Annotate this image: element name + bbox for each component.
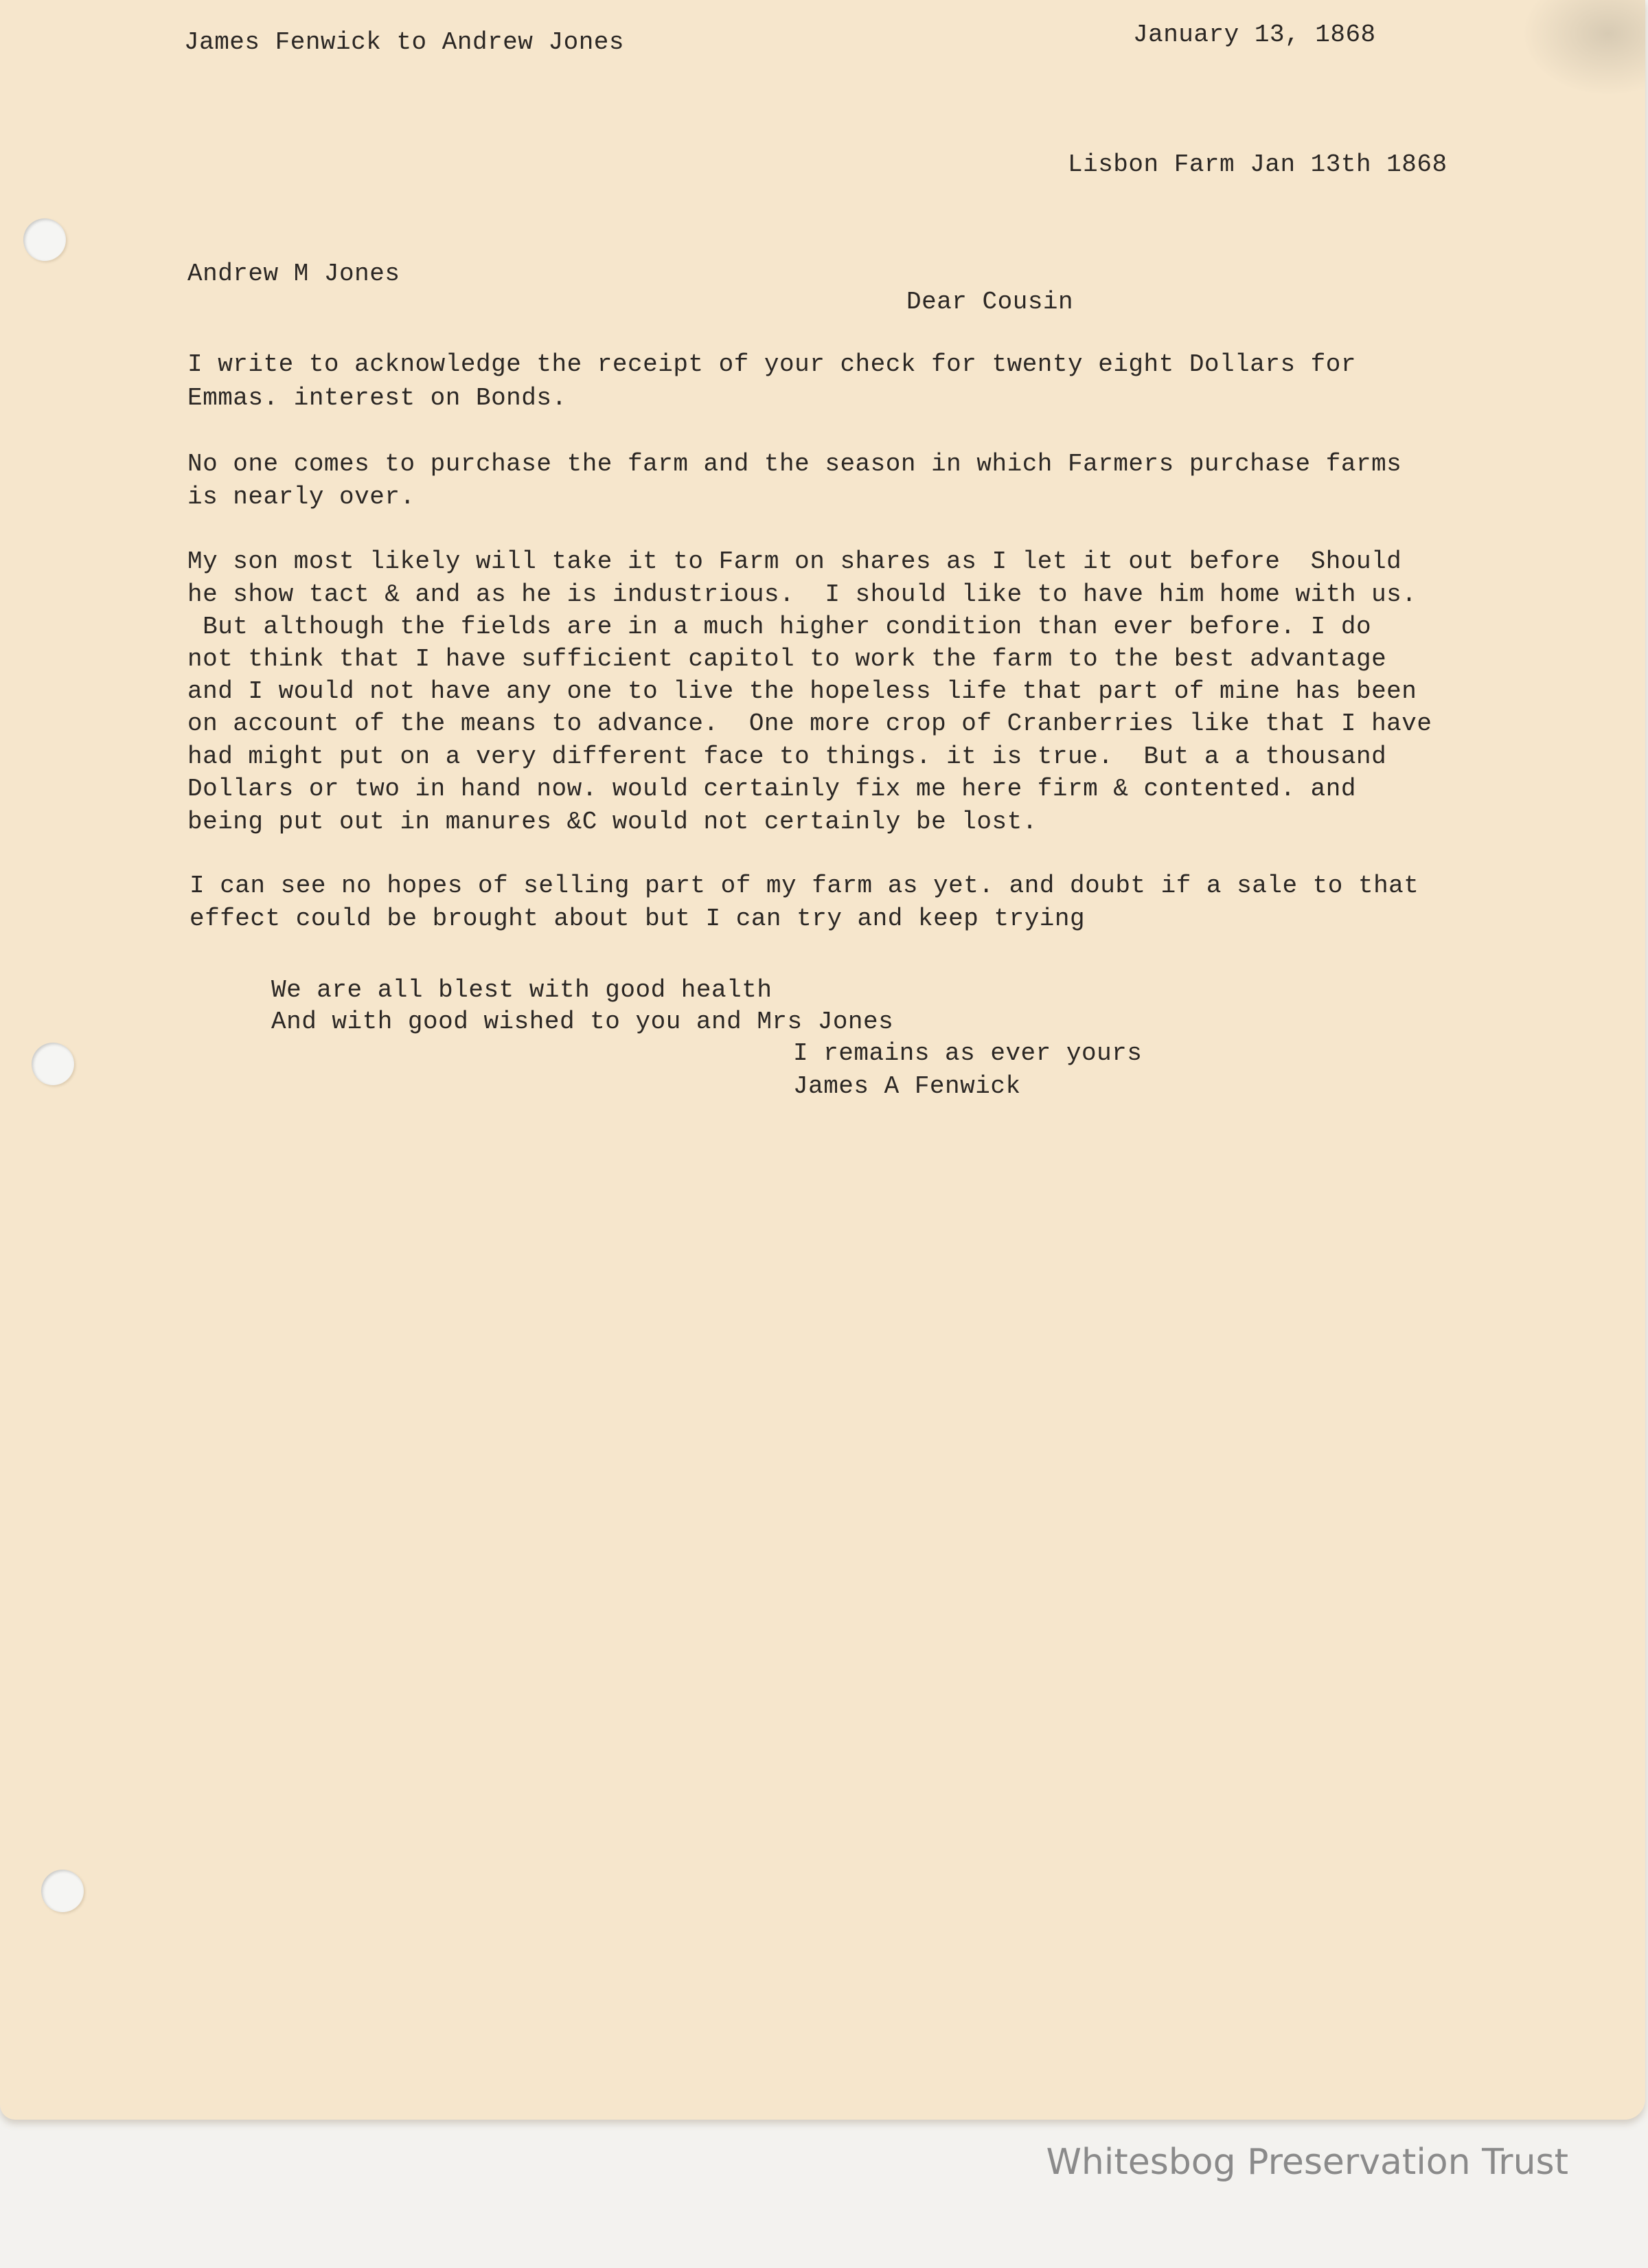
- letter-salutation: Dear Cousin: [906, 288, 1074, 316]
- paragraph-3-line-8: Dollars or two in hand now. would certainly fix me here firm & contented. and: [187, 775, 1356, 803]
- paragraph-4-line-1: I can see no hopes of selling part of my farm as yet. and doubt if a sale to that: [190, 872, 1419, 900]
- paragraph-4-line-2: effect could be brought about but I can try and keep trying: [190, 905, 1086, 933]
- paragraph-3-line-4: not think that I have sufficient capitol to work the farm to the best advantage: [187, 645, 1387, 673]
- closing-line-2: And with good wished to you and Mrs Jones: [271, 1008, 894, 1036]
- paragraph-3-line-9: being put out in manures &C would not certainly be lost.: [187, 808, 1038, 836]
- closing-line-1: We are all blest with good health: [271, 976, 772, 1004]
- header-date: January 13, 1868: [1133, 21, 1376, 49]
- paragraph-1-line-2: Emmas. interest on Bonds.: [187, 384, 567, 412]
- letter-recipient: Andrew M Jones: [187, 260, 400, 288]
- binder-hole-bottom: [41, 1870, 84, 1912]
- paragraph-3-line-6: on account of the means to advance. One more crop of Cranberries like that I have: [187, 710, 1432, 738]
- paragraph-3-line-5: and I would not have any one to live the hopeless life that part of mine has been: [187, 677, 1417, 705]
- header-correspondents: James Fenwick to Andrew Jones: [184, 28, 625, 56]
- paragraph-2-line-1: No one comes to purchase the farm and the season in which Farmers purchase farms: [187, 450, 1402, 478]
- paragraph-3-line-3: But although the fields are in a much higher condition than ever before. I do: [187, 613, 1372, 641]
- watermark: Whitesbog Preservation Trust: [1046, 2142, 1568, 2183]
- signoff: I remains as ever yours: [793, 1039, 1143, 1067]
- letter-place-date: Lisbon Farm Jan 13th 1868: [1068, 150, 1447, 179]
- signature: James A Fenwick: [793, 1072, 1021, 1100]
- binder-hole-top: [23, 218, 66, 261]
- corner-stain: [1522, 0, 1645, 96]
- paragraph-3-line-1: My son most likely will take it to Farm on shares as I let it out before Should: [187, 547, 1402, 576]
- paragraph-2-line-2: is nearly over.: [187, 483, 415, 511]
- paragraph-3-line-7: had might put on a very different face to things. it is true. But a a thousand: [187, 742, 1387, 771]
- paragraph-3-line-2: he show tact & and as he is industrious. I should like to have him home with us.: [187, 580, 1417, 609]
- paragraph-1-line-1: I write to acknowledge the receipt of your check for twenty eight Dollars for: [187, 350, 1356, 378]
- binder-hole-middle: [32, 1043, 74, 1085]
